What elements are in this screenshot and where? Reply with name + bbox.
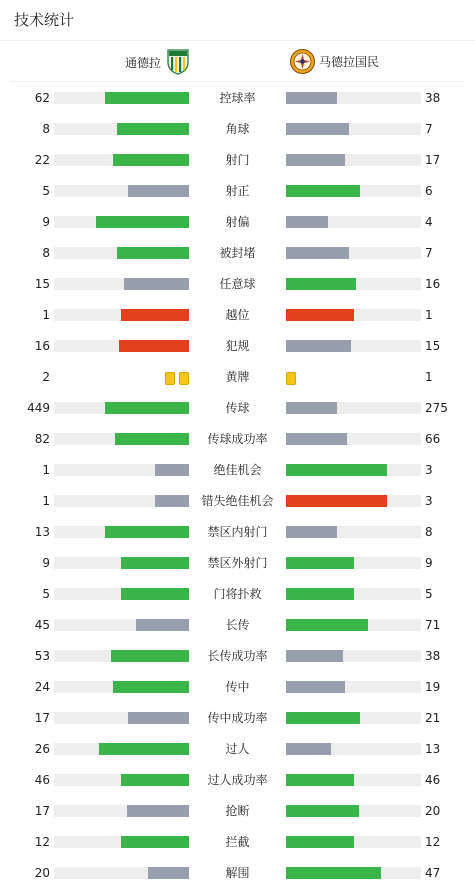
stat-label: 过人成功率	[207, 773, 268, 787]
home-team[interactable]	[125, 49, 189, 75]
away-value: 7	[425, 246, 433, 260]
home-bar-track	[54, 712, 189, 724]
away-value: 66	[425, 432, 441, 446]
home-bar-track	[54, 526, 189, 538]
home-bar-track	[54, 681, 189, 693]
away-value: 7	[425, 122, 433, 136]
away-bar-track	[286, 278, 421, 290]
home-bar-track	[54, 154, 189, 166]
away-bar-track	[286, 154, 421, 166]
home-bar-fill	[128, 185, 189, 197]
away-bar-fill	[286, 836, 354, 848]
stat-label: 越位	[225, 308, 250, 322]
stat-row	[0, 274, 475, 294]
home-bar-track	[54, 340, 189, 352]
stat-row	[0, 863, 475, 883]
home-bar-fill	[117, 247, 189, 259]
away-bar-fill	[286, 650, 343, 662]
away-value: 6	[425, 184, 433, 198]
home-bar-track	[54, 743, 189, 755]
home-value: 46	[34, 773, 50, 787]
stat-label: 拦截	[225, 835, 250, 849]
home-value: 17	[34, 711, 50, 725]
home-value: 1	[42, 308, 50, 322]
home-bar-track	[54, 557, 189, 569]
away-bar-track	[286, 526, 421, 538]
stat-label: 犯规	[225, 339, 250, 353]
home-bar-track	[54, 867, 189, 879]
home-bar-track	[54, 123, 189, 135]
away-bar-track	[286, 712, 421, 724]
home-bar-track	[54, 216, 189, 228]
home-bar-track	[54, 92, 189, 104]
stat-row	[0, 677, 475, 697]
away-value: 20	[425, 804, 441, 818]
stat-row	[0, 88, 475, 108]
stat-row	[0, 398, 475, 418]
away-bar-track	[286, 557, 421, 569]
home-bar-fill	[136, 619, 189, 631]
away-bar-fill	[286, 743, 331, 755]
stat-row	[0, 615, 475, 635]
home-bar-fill	[127, 805, 189, 817]
stat-label: 任意球	[219, 277, 256, 291]
home-bar-fill	[124, 278, 189, 290]
away-value: 19	[425, 680, 441, 694]
home-team-name: 通德拉	[125, 55, 162, 70]
away-bar-track	[286, 309, 421, 321]
stat-label: 传球	[225, 401, 250, 415]
away-value: 275	[425, 401, 448, 415]
away-bar-fill	[286, 712, 360, 724]
stat-label: 过人	[225, 742, 250, 756]
away-value: 46	[425, 773, 441, 787]
away-value: 3	[425, 494, 433, 508]
stat-row	[0, 150, 475, 170]
away-bar-fill	[286, 619, 368, 631]
away-bar-track	[286, 247, 421, 259]
away-bar-track	[286, 216, 421, 228]
home-bar-track	[54, 464, 189, 476]
home-bar-track	[54, 805, 189, 817]
home-bar-fill	[119, 340, 189, 352]
away-bar-track	[286, 867, 421, 879]
away-bar-fill	[286, 340, 351, 352]
stat-row	[0, 305, 475, 325]
home-value: 5	[42, 587, 50, 601]
away-bar-fill	[286, 867, 381, 879]
away-bar-track	[286, 402, 421, 414]
home-bar-fill	[105, 402, 189, 414]
home-bar-fill	[99, 743, 189, 755]
home-bar-fill	[105, 526, 189, 538]
away-bar-track	[286, 92, 421, 104]
away-bar-fill	[286, 278, 356, 290]
home-value: 24	[34, 680, 50, 694]
away-bar-fill	[286, 495, 387, 507]
away-bar-fill	[286, 774, 354, 786]
away-bar-track	[286, 433, 421, 445]
home-bar-fill	[96, 216, 189, 228]
stat-label: 传中成功率	[207, 711, 268, 725]
home-value: 2	[42, 370, 50, 384]
stat-row	[0, 181, 475, 201]
stat-row	[0, 243, 475, 263]
home-bar-fill	[128, 712, 189, 724]
home-value: 8	[42, 246, 50, 260]
home-value: 20	[34, 866, 50, 880]
away-value: 1	[425, 370, 433, 384]
home-bar-track	[54, 185, 189, 197]
yellow-card-icon	[286, 372, 296, 385]
home-value: 16	[34, 339, 50, 353]
away-value: 13	[425, 742, 441, 756]
home-value: 8	[42, 122, 50, 136]
stat-row	[0, 646, 475, 666]
away-value: 1	[425, 308, 433, 322]
stat-row	[0, 429, 475, 449]
stat-label: 门将扑救	[213, 587, 262, 601]
away-bar-fill	[286, 526, 337, 538]
away-value: 38	[425, 649, 441, 663]
home-bar-track	[54, 619, 189, 631]
home-bar-fill	[148, 867, 189, 879]
away-bar-fill	[286, 681, 345, 693]
stat-row	[0, 336, 475, 356]
home-bar-fill	[121, 309, 189, 321]
stat-label: 控球率	[219, 91, 256, 105]
stat-row	[0, 460, 475, 480]
stat-label: 被封堵	[219, 246, 256, 260]
stat-row	[0, 522, 475, 542]
away-team[interactable]	[290, 49, 379, 74]
away-value: 8	[425, 525, 433, 539]
away-bar-track	[286, 805, 421, 817]
yellow-card-icon	[179, 372, 189, 385]
home-bar-fill	[115, 433, 189, 445]
stat-label: 解围	[225, 866, 250, 880]
away-bar-track	[286, 340, 421, 352]
away-bar-fill	[286, 557, 354, 569]
stat-row	[0, 367, 475, 387]
away-value: 16	[425, 277, 441, 291]
home-value: 12	[34, 835, 50, 849]
stat-label: 长传成功率	[207, 649, 268, 663]
away-value: 21	[425, 711, 441, 725]
home-yellow-cards	[161, 370, 189, 384]
away-bar-fill	[286, 92, 337, 104]
teams-header	[10, 41, 465, 82]
home-value: 13	[34, 525, 50, 539]
home-value: 62	[34, 91, 50, 105]
home-bar-fill	[113, 681, 189, 693]
stat-label: 射门	[225, 153, 250, 167]
home-bar-track	[54, 278, 189, 290]
away-bar-fill	[286, 309, 354, 321]
home-bar-fill	[155, 464, 189, 476]
home-value: 22	[34, 153, 50, 167]
away-team-crest-icon	[290, 49, 315, 74]
home-bar-fill	[121, 774, 189, 786]
home-bar-fill	[121, 557, 189, 569]
home-bar-track	[54, 774, 189, 786]
away-value: 3	[425, 463, 433, 477]
home-bar-fill	[105, 92, 189, 104]
home-value: 1	[42, 494, 50, 508]
home-bar-fill	[155, 495, 189, 507]
home-bar-track	[54, 588, 189, 600]
away-bar-fill	[286, 216, 328, 228]
stat-label: 传中	[225, 680, 250, 694]
stat-label: 射偏	[225, 215, 250, 229]
home-bar-fill	[113, 154, 189, 166]
stat-label: 黄牌	[225, 370, 250, 384]
home-value: 9	[42, 215, 50, 229]
away-bar-track	[286, 185, 421, 197]
away-value: 17	[425, 153, 441, 167]
away-bar-track	[286, 774, 421, 786]
stat-label: 角球	[225, 122, 250, 136]
stat-label: 禁区外射门	[207, 556, 268, 570]
away-value: 38	[425, 91, 441, 105]
stat-label: 传球成功率	[207, 432, 268, 446]
home-bar-fill	[121, 588, 189, 600]
away-bar-fill	[286, 185, 360, 197]
away-bar-track	[286, 495, 421, 507]
stat-row	[0, 708, 475, 728]
stat-row	[0, 119, 475, 139]
stat-row	[0, 584, 475, 604]
home-value: 82	[34, 432, 50, 446]
home-bar-track	[54, 433, 189, 445]
home-bar-track	[54, 309, 189, 321]
away-bar-track	[286, 464, 421, 476]
stat-label: 长传	[225, 618, 250, 632]
home-bar-fill	[121, 836, 189, 848]
home-value: 26	[34, 742, 50, 756]
away-value: 4	[425, 215, 433, 229]
stat-label: 绝佳机会	[213, 463, 262, 477]
away-bar-track	[286, 681, 421, 693]
home-value: 15	[34, 277, 50, 291]
yellow-card-icon	[165, 372, 175, 385]
home-value: 5	[42, 184, 50, 198]
away-bar-track	[286, 588, 421, 600]
away-bar-track	[286, 650, 421, 662]
page-title: 技术统计	[0, 0, 475, 41]
away-bar-fill	[286, 154, 345, 166]
home-value: 17	[34, 804, 50, 818]
home-team-crest-icon	[167, 49, 189, 75]
away-value: 9	[425, 556, 433, 570]
away-bar-track	[286, 123, 421, 135]
away-value: 71	[425, 618, 441, 632]
home-bar-track	[54, 495, 189, 507]
away-bar-fill	[286, 464, 387, 476]
away-value: 5	[425, 587, 433, 601]
away-bar-track	[286, 836, 421, 848]
away-bar-fill	[286, 247, 349, 259]
away-bar-track	[286, 619, 421, 631]
stat-label: 禁区内射门	[207, 525, 268, 539]
home-bar-track	[54, 247, 189, 259]
stat-label: 射正	[225, 184, 250, 198]
home-value: 449	[27, 401, 50, 415]
away-bar-fill	[286, 433, 347, 445]
home-value: 53	[34, 649, 50, 663]
home-bar-track	[54, 402, 189, 414]
away-bar-fill	[286, 588, 354, 600]
away-bar-fill	[286, 123, 349, 135]
away-value: 47	[425, 866, 441, 880]
home-bar-track	[54, 650, 189, 662]
home-value: 1	[42, 463, 50, 477]
away-bar-track	[286, 743, 421, 755]
home-value: 9	[42, 556, 50, 570]
stat-row	[0, 739, 475, 759]
home-bar-fill	[111, 650, 189, 662]
stat-row	[0, 553, 475, 573]
stat-label: 错失绝佳机会	[201, 494, 274, 508]
stat-row	[0, 832, 475, 852]
stat-row	[0, 770, 475, 790]
away-team-name: 马德拉国民	[319, 55, 380, 69]
home-value: 45	[34, 618, 50, 632]
away-bar-fill	[286, 805, 359, 817]
away-value: 15	[425, 339, 441, 353]
home-bar-fill	[117, 123, 189, 135]
stat-row	[0, 212, 475, 232]
away-value: 12	[425, 835, 441, 849]
stat-label: 抢断	[225, 804, 250, 818]
away-bar-fill	[286, 402, 337, 414]
stat-row	[0, 801, 475, 821]
home-bar-track	[54, 836, 189, 848]
stat-row	[0, 491, 475, 511]
